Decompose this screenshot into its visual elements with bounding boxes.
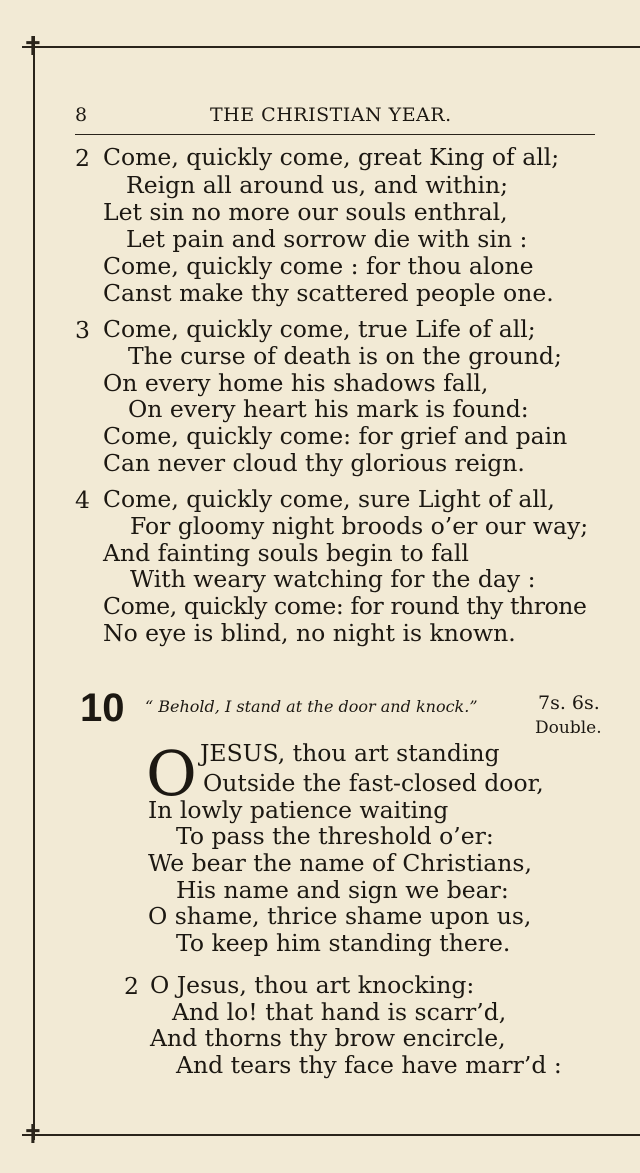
verse-line: To keep him standing there. bbox=[176, 929, 511, 957]
page-number: 8 bbox=[75, 104, 88, 126]
verse-line: JESUS, thou art standing bbox=[200, 739, 500, 767]
running-title: THE CHRISTIAN YEAR. bbox=[210, 104, 452, 126]
hymn-epigraph: “ Behold, I stand at the door and knock.” bbox=[145, 697, 478, 716]
verse-line: In lowly patience waiting bbox=[148, 796, 449, 824]
hymn-meter-note: Double. bbox=[535, 718, 602, 738]
verse-line: Come, quickly come, true Life of all; bbox=[103, 315, 536, 343]
verse-line: His name and sign we bear: bbox=[176, 876, 509, 904]
verse-line: O shame, thrice shame upon us, bbox=[148, 902, 532, 930]
left-rule bbox=[33, 36, 35, 1140]
drop-cap: O bbox=[146, 737, 197, 810]
stanza-number: 2 bbox=[75, 144, 90, 172]
verse-line: The curse of death is on the ground; bbox=[128, 342, 562, 370]
verse-line: On every home his shadows fall, bbox=[103, 369, 489, 397]
verse-line: To pass the threshold o’er: bbox=[176, 822, 494, 850]
stanza-number: 4 bbox=[75, 486, 90, 514]
verse-line: Reign all around us, and within; bbox=[126, 171, 509, 199]
verse-line: Let pain and sorrow die with sin : bbox=[126, 225, 528, 253]
header-rule bbox=[75, 134, 595, 135]
verse-line: Come, quickly come: for round thy throne bbox=[103, 592, 587, 620]
bottom-cross-ornament-icon: ✝ bbox=[22, 1120, 44, 1150]
verse-line: O Jesus, thou art knocking: bbox=[150, 971, 475, 999]
verse-line: And fainting souls begin to fall bbox=[103, 539, 469, 567]
verse-line: Outside the fast-closed door, bbox=[203, 769, 544, 797]
verse-line: No eye is blind, no night is known. bbox=[103, 619, 516, 647]
stanza-number: 2 bbox=[124, 972, 139, 1000]
bottom-rule bbox=[22, 1134, 640, 1136]
verse-line: With weary watching for the day : bbox=[130, 565, 536, 593]
verse-line: Come, quickly come : for thou alone bbox=[103, 252, 534, 280]
hymn-meter: 7s. 6s. bbox=[538, 692, 600, 714]
verse-line: On every heart his mark is found: bbox=[128, 395, 529, 423]
hymn-number: 10 bbox=[80, 686, 125, 730]
top-rule bbox=[22, 46, 640, 48]
verse-line: Can never cloud thy glorious reign. bbox=[103, 449, 525, 477]
verse-line: Canst make thy scattered people one. bbox=[103, 279, 554, 307]
verse-line: Let sin no more our souls enthral, bbox=[103, 198, 508, 226]
verse-line: And tears thy face have marr’d : bbox=[176, 1051, 562, 1079]
verse-line: We bear the name of Christians, bbox=[148, 849, 532, 877]
verse-line: Come, quickly come, great King of all; bbox=[103, 143, 560, 171]
verse-line: For gloomy night broods o’er our way; bbox=[130, 512, 589, 540]
top-cross-ornament-icon: ✝ bbox=[22, 32, 44, 62]
verse-line: Come, quickly come: for grief and pain bbox=[103, 422, 568, 450]
verse-line: Come, quickly come, sure Light of all, bbox=[103, 485, 555, 513]
stanza-number: 3 bbox=[75, 316, 90, 344]
verse-line: And lo! that hand is scarr’d, bbox=[172, 998, 507, 1026]
verse-line: And thorns thy brow encircle, bbox=[150, 1024, 506, 1052]
